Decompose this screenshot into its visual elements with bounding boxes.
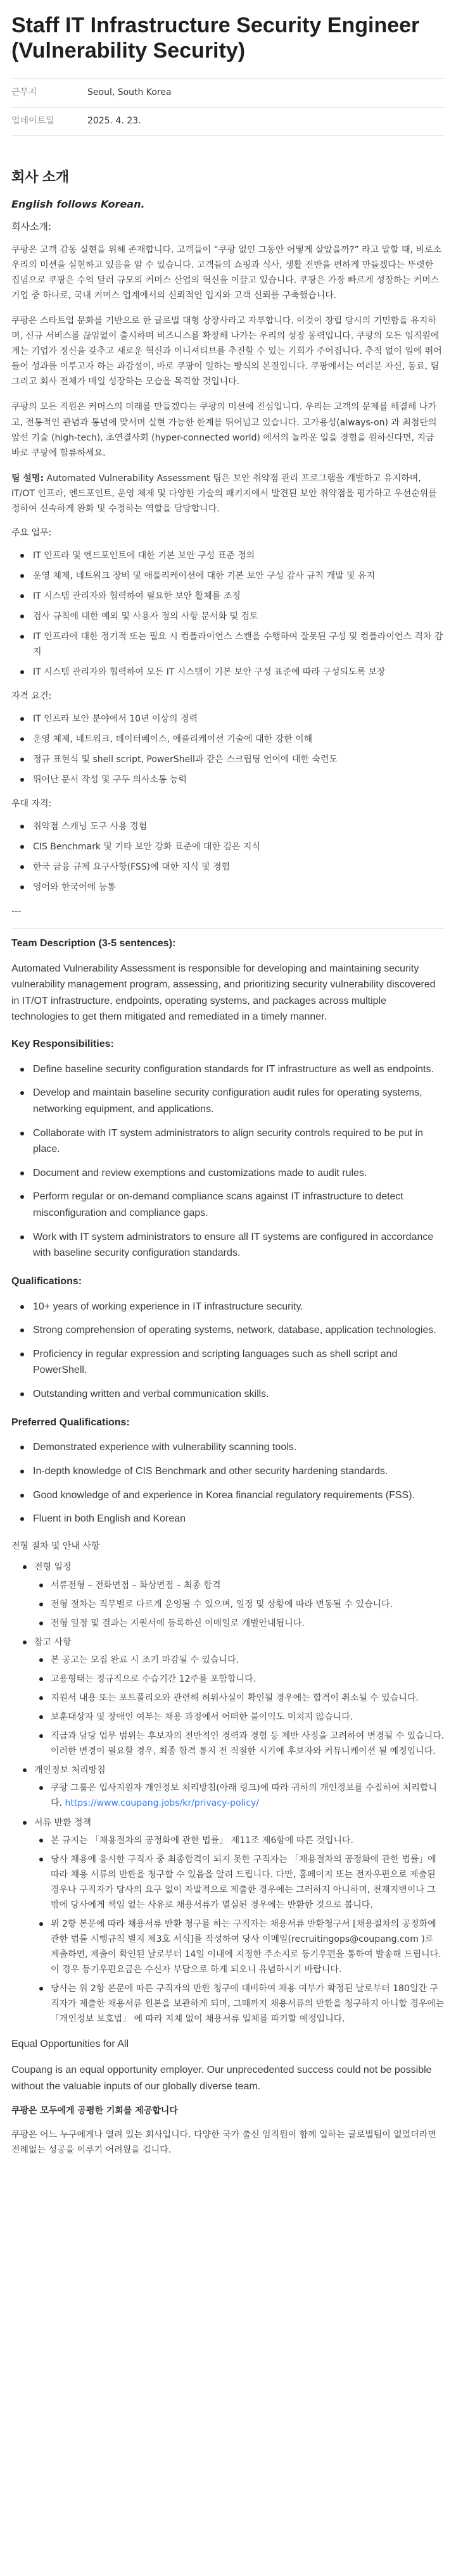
meta-key: 업데이트일 [11, 115, 54, 126]
preferred-list [18, 819, 445, 895]
list-item: 취약점 스캐닝 도구 사용 경험 [18, 819, 445, 834]
list-item: 서류전형 – 전화면접 – 화상면접 – 최종 합격 [37, 1578, 445, 1593]
meta-row-location [11, 79, 445, 108]
list-item: 당사 채용에 응시한 구직자 중 최종합격이 되지 못한 구직자는 「채용절차의 공정화에 관한 법률」에 따라 채용 서류의 반환을 청구할 수 있음을 알려 드립니다. 다만, 홈페이지 또는 전자우편으로 제출된 경우나 구직자가 당사의 요구 없이 자발적으로 제출한 경우에는 그러하지 아니하며, 천재지변이나 그 밖에 당사에게 책임 없는 사유로 채용서류가 멸실된 경우에는 반환한 것으로 봅니다. [37, 1852, 445, 1913]
intro-paragraph: 쿠팡은 고객 감동 실현을 위해 존재합니다. 고객들이 “쿠팡 없인 그동안 어떻게 살았을까?” 라고 말할 때, 비로소 우리의 미션을 실현하고 있음을 알 수 있습니다. 고객들의 쇼핑과 식사, 생활 전반을 편하게 만들겠다는 뚜렷한 집념으로 쿠팡은 수억 달러 규모의 커머스 산업의 혁신을 이끌고 있습니다. 쿠팡은 가장 빠르게 성장하는 커머스 기업 중 하나로, 국내 커머스 업계에서의 신뢰적인 입지와 고객 신뢰를 구축했습니다. [11, 244, 442, 301]
list-item: 고용형태는 정규직으로 수습기간 12주를 포함합니다. [37, 1672, 445, 1687]
list-item: 본 규지는 「채용절차의 공정화에 관한 법률」 제11조 제6항에 따른 것입니다. [37, 1833, 445, 1848]
list-item: 뛰어난 문서 작성 및 구두 의사소통 능력 [18, 772, 445, 787]
notes-sublist [37, 1653, 445, 1759]
team-label: 팀 설명: [11, 473, 44, 484]
preferred-label: 우대 자격: [11, 799, 52, 810]
responsibilities-heading: Key Responsibilities: [11, 1039, 114, 1050]
list-item: 당사는 위 2항 본문에 따른 구직자의 반환 청구에 대비하여 채용 여부가 확정된 날로부터 180일간 구직자가 제출한 채용서류 원본을 보관하게 되며, 그때까지 채용서류의 반환을 청구하지 아니할 경우에는 「개인정보 보호법」 에 따라 지체 없이 채용서류 일체를 파기할 예정입니다. [37, 1981, 445, 2027]
equal-opportunity-section [11, 2036, 445, 2095]
stage-sublist [37, 1578, 445, 1631]
privacy-label: 개인정보 처리방침 [34, 1765, 106, 1776]
team-description-kr [11, 471, 445, 516]
english-description [11, 936, 445, 1527]
list-item: 한국 금융 규제 요구사항(FSS)에 대한 지식 및 경험 [18, 860, 445, 875]
list-item: Outstanding written and verbal communication skills. [18, 1386, 445, 1403]
list-item: Define baseline security configuration standards for IT infrastructure as well as endpoints. [18, 1061, 445, 1078]
equal-opportunity-text-kr: 쿠팡은 어느 누구에게나 열려 있는 회사입니다. 다양한 국가 출신 임직원이 함께 일하는 글로벌팀이 없었더라면 전례없는 성공을 이루기 어려웠을 겁니다. [11, 2130, 436, 2156]
team-description-text: Automated Vulnerability Assessment is responsible for developing and maintaining security vulnerability management program, assessing, and prioritizing security vulnerability discovered in IT/OT infrastructure, endpoints, operating systems, and packages across multiple technologies to get them mitigated and remediated in a timely manner. [11, 963, 436, 1023]
team-text: Automated Vulnerability Assessment 팀은 보안 취약점 관리 프로그램을 개발하고 유지하며, IT/OT 인프라, 엔드포인트, 운영 체제 및 다양한 기술의 패키지에서 발견된 보안 취약점을 평가하고 우선순위를 정하여 신속하게 완화 및 수정하는 역할을 담당합니다. [11, 473, 437, 514]
qualifications-list [18, 1299, 445, 1403]
list-item [20, 1763, 445, 1811]
list-item: 10+ years of working experience in IT infrastructure security. [18, 1299, 445, 1315]
company-intro-heading: 회사 소개 [11, 168, 70, 185]
equal-opportunity-heading: Equal Opportunities for All [11, 2038, 129, 2049]
list-item [37, 1780, 445, 1811]
list-item: 전형 절차는 직무별로 다르게 운영될 수 있으며, 일정 및 상황에 따라 변동될 수 있습니다. [37, 1597, 445, 1612]
requirements-list [18, 711, 445, 787]
hiring-process-label: 전형 절차 및 안내 사항 [11, 1541, 100, 1551]
company-intro-label: 회사소개: [11, 221, 52, 233]
list-item: Collaborate with IT system administrators to align security controls required to be put in place. [18, 1125, 445, 1158]
list-item: 지원서 내용 또는 포트폴리오와 관련해 허위사실이 확인될 경우에는 합격이 취소될 수 있습니다. [37, 1691, 445, 1706]
list-item: Perform regular or on-demand compliance scans against IT infrastructure to detect misconfiguration and compliance gaps. [18, 1189, 445, 1221]
language-note: English follows Korean. [11, 197, 145, 210]
list-item: 영어와 한국어에 능통 [18, 880, 445, 895]
equal-opportunity-heading-kr: 쿠팡은 모두에게 공평한 기회를 제공합니다 [11, 2106, 178, 2116]
list-item: Strong comprehension of operating systems, network, database, application technologies. [18, 1322, 445, 1339]
list-item: 본 공고는 모집 완료 시 조기 마감될 수 있습니다. [37, 1653, 445, 1668]
list-item: Demonstrated experience with vulnerability scanning tools. [18, 1439, 445, 1456]
stage-label: 전형 일정 [34, 1562, 72, 1573]
duties-label: 주요 업무: [11, 527, 52, 538]
list-item: Document and review exemptions and customizations made to audit rules. [18, 1165, 445, 1182]
list-item: Good knowledge of and experience in Korea financial regulatory requirements (FSS). [18, 1487, 445, 1504]
job-title: Staff IT Infrastructure Security Engineer (Vulnerability Security) [11, 13, 420, 63]
list-item: Proficiency in regular expression and scripting languages such as shell script and PowerShell. [18, 1346, 445, 1379]
privacy-sublist [37, 1780, 445, 1811]
hiring-process-list [20, 1560, 445, 2027]
list-item: In-depth knowledge of CIS Benchmark and other security hardening standards. [18, 1463, 445, 1480]
qualifications-heading: Qualifications: [11, 1275, 82, 1287]
responsibilities-list [18, 1061, 445, 1261]
meta-value: 2025. 4. 23. [87, 115, 141, 126]
list-item: 위 2항 본문에 따라 채용서류 반환 청구를 하는 구직자는 채용서류 반환청구서 [채용절차의 공정화에 관한 법률 시행규칙 별지 제3호 서식]를 작성하여 당사 이메일(recruitingops@coupang.com )로 제출하면, 제출이 확인된 날로부터 14일 이내에 지정한 주소지로 등기우편을 통하여 발송해 드립니다. 이 경우 등기우편요금은 수신자 부담으로 하게 되오니 유념하시기 바랍니다. [37, 1916, 445, 1977]
return-policy-sublist [37, 1833, 445, 2027]
privacy-policy-link[interactable]: https://www.coupang.jobs/kr/privacy-policy/ [65, 1798, 259, 1809]
list-item: Develop and maintain baseline security configuration audit rules for operating systems, networking equipment, and applications. [18, 1085, 445, 1117]
list-item: IT 인프라 및 엔드포인트에 대한 기본 보안 구성 표준 정의 [18, 548, 445, 563]
preferred-qualifications-list [18, 1439, 445, 1527]
list-item: 보훈대상자 및 장애인 여부는 채용 과정에서 어떠한 불이익도 미치지 않습니다. [37, 1710, 445, 1725]
list-item: 직급과 담당 업무 범위는 후보자의 전반적인 경력과 경험 등 제반 사정을 고려하여 변경될 수 있습니다. 이러한 변경이 필요할 경우, 최종 합격 통지 전 적절한 시기에 후보자와 커뮤니케이션 될 예정입니다. [37, 1729, 445, 1759]
list-item: IT 시스템 관리자와 협력하여 필요한 보안 활체를 조정 [18, 589, 445, 604]
equal-opportunity-text: Coupang is an equal opportunity employer. Our unprecedented success could not be possible without the valuable inputs of our globally diverse team. [11, 2065, 432, 2092]
list-item: 검사 규칙에 대한 예외 및 사용자 정의 사항 문서화 및 검토 [18, 609, 445, 624]
privacy-text: 쿠팡 그룹은 입사지원자 개인정보 처리방침(아래 링크)에 따라 귀하의 개인정보를 수집하여 처리합니다. [51, 1783, 437, 1809]
list-item [20, 1560, 445, 1630]
job-meta-table [11, 78, 445, 135]
duties-list [18, 548, 445, 680]
meta-row-updated [11, 108, 445, 136]
list-item: IT 시스템 관리자와 협력하여 모든 IT 시스템이 기본 보안 구성 표준에 따라 구성되도록 보장 [18, 665, 445, 680]
list-item: 전형 일정 및 결과는 지원서에 등록하신 이메일로 개별안내됩니다. [37, 1616, 445, 1631]
list-item: 운영 체제, 네트워크 장비 및 애플리케이션에 대한 기본 보안 구성 감사 규칙 개발 및 유지 [18, 568, 445, 584]
separator-text: --- [11, 906, 22, 917]
list-item: 정규 표현식 및 shell script, PowerShell과 같은 스크립팅 언어에 대한 숙련도 [18, 752, 445, 767]
list-item: Work with IT system administrators to ensure all IT systems are configured in accordance with baseline security configuration standards. [18, 1229, 445, 1261]
list-item: CIS Benchmark 및 기타 보안 강화 표준에 대한 깊은 지식 [18, 839, 445, 854]
return-policy-label: 서류 반환 정책 [34, 1817, 92, 1828]
requirements-label: 자격 요건: [11, 691, 52, 702]
list-item [20, 1815, 445, 2027]
intro-paragraph: 쿠팡은 스타트업 문화를 기반으로 한 글로벌 대형 상장사라고 자부합니다. 이것이 창립 당시의 기민함을 유지하며, 신규 서비스를 끊임없이 출시하며 비즈니스를 확장해 나가는 우리의 성장 동력입니다. 쿠팡의 모든 임직원에게는 기업가 정신을 갖추고 새로운 혁신과 이니셔티브를 추진할 수 있는 기회가 주어집니다. 추적 없이 일에 뛰어들어 성과를 이루고자 하는 과감성이, 바로 쿠팡이 일하는 방식의 본질입니다. 쿠팡에서는 여러분 자신, 동료, 팀 그리고 회사 전체가 매일 성장하는 모습을 목격할 것입니다. [11, 316, 442, 387]
notes-label: 참고 사항 [34, 1637, 72, 1648]
list-item: 운영 체제, 네트워크, 데이터베이스, 애플리케이션 기술에 대한 강한 이해 [18, 732, 445, 747]
list-item: Fluent in both English and Korean [18, 1511, 445, 1527]
meta-key: 근무지 [11, 87, 37, 98]
hiring-process [11, 1540, 445, 2027]
list-item [20, 1635, 445, 1760]
list-item: IT 인프라 보안 분야에서 10년 이상의 경력 [18, 711, 445, 727]
preferred-qualifications-heading: Preferred Qualifications: [11, 1416, 130, 1428]
team-description-heading: Team Description (3-5 sentences): [11, 937, 176, 949]
korean-description [11, 242, 445, 919]
intro-paragraph: 쿠팡의 모든 직원은 커머스의 미래를 만들겠다는 쿠팡의 미션에 진심입니다. 우리는 고객의 문제를 해결해 나가고, 전통적인 관념과 통념에 맞서며 실현 가능한 한계를 뛰어넘고 있습니다. 고가용성(always-on) 과 최첨단의 앞선 기술 (high-tech), 초연결사회 (hyper-connected world) 에서의 놀라운 일을 경험을 원하신다면, 지금 바로 쿠팡에 합류하세요. [11, 402, 437, 458]
list-item: IT 인프라에 대한 정기적 또는 필요 시 컴플라이언스 스캔을 수행하여 잘못된 구성 및 컴플라이언스 격차 감지 [18, 629, 445, 660]
meta-value: Seoul, South Korea [87, 87, 172, 98]
